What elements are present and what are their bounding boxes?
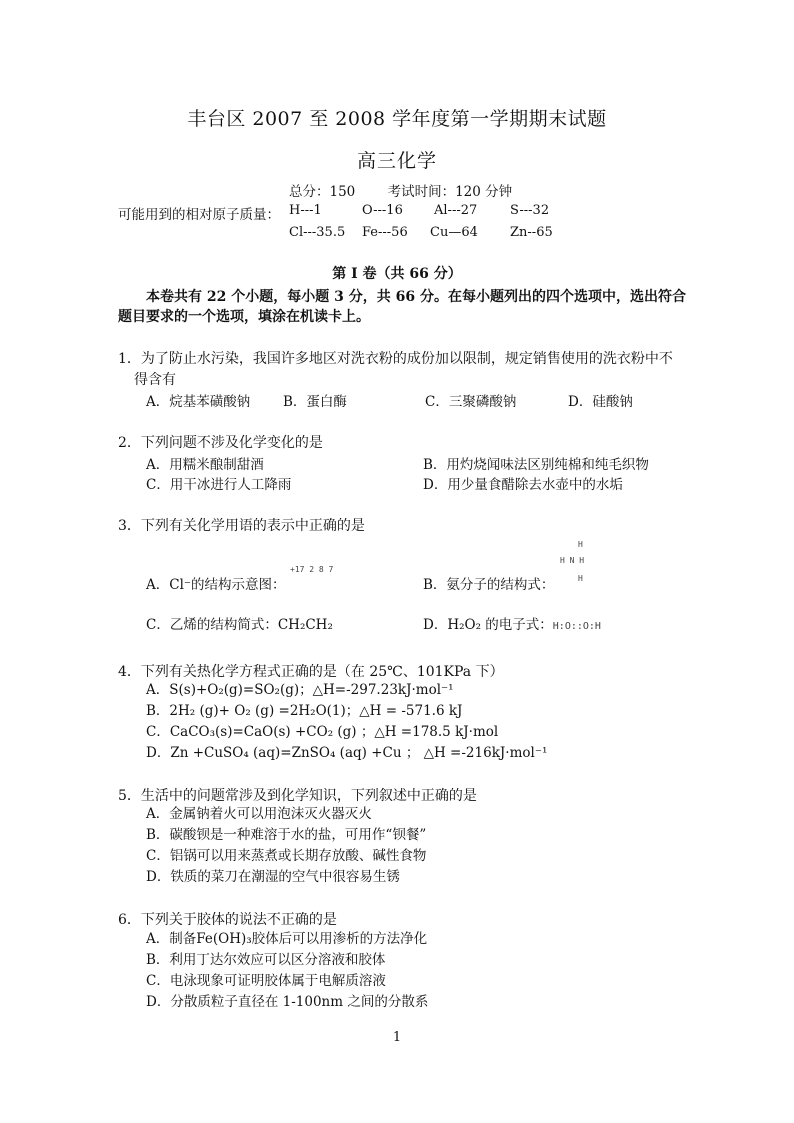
q2-option-d: D．用少量食醋除去水壶中的水垢 bbox=[423, 477, 623, 493]
exam-meta bbox=[289, 180, 540, 200]
q6-option-c: C．电泳现象可证明胶体属于电解质溶液 bbox=[146, 973, 386, 989]
q6-option-a: A．制备Fe(OH)₃胶体后可以用渗析的方法净化 bbox=[146, 931, 428, 947]
section-instruction: 本卷共有 22 个小题，每小题 3 分，共 66 分。在每小题列出的四个选项中，选出符合 bbox=[146, 289, 686, 305]
question-6-stem: 6．下列关于胶体的说法不正确的是 bbox=[118, 912, 337, 928]
atomic-mass-item: H---1 bbox=[289, 203, 322, 218]
q6-option-d: D．分散质粒子直径在 1-100nm 之间的分散系 bbox=[146, 994, 429, 1010]
q6-options bbox=[146, 929, 428, 1013]
ammonia-structure-mid: H N H bbox=[560, 556, 585, 565]
q2-option-c: C．用干冰进行人工降雨 bbox=[146, 477, 292, 493]
section-heading: 第 I 卷（共 66 分） bbox=[332, 266, 462, 282]
q1-option-a: A．烷基苯磺酸钠 bbox=[146, 394, 251, 410]
q5-options bbox=[146, 804, 426, 888]
q3-option-c-label: C．乙烯的结构简式： bbox=[146, 617, 278, 633]
question-1-stem-cont: 得含有 bbox=[134, 372, 176, 388]
q5-option-b: B．碳酸钡是一种难溶于水的盐，可用作“钡餐” bbox=[146, 827, 427, 843]
atomic-mass-item: S---32 bbox=[510, 203, 550, 218]
question-3-stem: 3．下列有关化学用语的表示中正确的是 bbox=[118, 518, 365, 534]
q6-option-b: B．利用丁达尔效应可以区分溶液和胶体 bbox=[146, 952, 386, 968]
q5-option-d: D．铁质的菜刀在潮湿的空气中很容易生锈 bbox=[146, 869, 400, 885]
atomic-mass-item: Cl---35.5 bbox=[289, 225, 346, 240]
q1-option-d: D．硅酸钠 bbox=[568, 394, 633, 410]
q4-options bbox=[146, 680, 547, 764]
exam-subtitle: 高三化学 bbox=[356, 150, 437, 172]
q5-option-a: A．金属钠着火可以用泡沫灭火器灭火 bbox=[146, 806, 372, 822]
question-1-stem: 1．为了防止水污染，我国许多地区对洗衣粉的成份加以限制，规定销售使用的洗衣粉中不 bbox=[118, 351, 673, 367]
q3-option-d-label: D．H₂O₂ 的电子式： bbox=[423, 617, 553, 633]
q4-option-b: B．2H₂ (g)+ O₂ (g) =2H₂O(1)；△H = -571.6 kJ bbox=[146, 703, 463, 719]
atomic-mass-item: Zn--65 bbox=[510, 225, 553, 240]
q4-option-a: A．S(s)+O₂(g)=SO₂(g)；△H=-297.23kJ·mol⁻¹ bbox=[146, 682, 454, 698]
q3-option-d bbox=[423, 613, 601, 633]
q2-option-b: B．用灼烧闻味法区别纯棉和纯毛织物 bbox=[423, 457, 649, 473]
ammonia-structure-top: H bbox=[578, 540, 583, 549]
section-instruction: 题目要求的一个选项，填涂在机读卡上。 bbox=[118, 309, 370, 325]
q3-option-c bbox=[146, 613, 333, 633]
question-2-stem: 2．下列问题不涉及化学变化的是 bbox=[118, 435, 323, 451]
total-score: 总分：150 bbox=[289, 184, 356, 200]
exam-time: 考试时间：120 分钟 bbox=[387, 184, 513, 200]
q1-option-c: C．三聚磷酸钠 bbox=[425, 394, 517, 410]
q5-option-c: C．铝锅可以用来蒸煮或长期存放酸、碱性食物 bbox=[146, 848, 427, 864]
q2-option-a: A．用糯米酿制甜酒 bbox=[146, 457, 264, 473]
atomic-mass-item: Cu—64 bbox=[430, 225, 478, 240]
q4-option-d: D．Zn +CuSO₄ (aq)=ZnSO₄ (aq) +Cu ； △H =-216kJ·mol⁻¹ bbox=[146, 745, 548, 761]
q3-option-a: A．Cl⁻的结构示意图： bbox=[146, 577, 286, 593]
ethylene-formula: CH₂CH₂ bbox=[277, 617, 333, 633]
q4-option-c: C．CaCO₃(s)=CaO(s) +CO₂ (g) ；△H =178.5 kJ·mol bbox=[146, 724, 499, 740]
exam-title: 丰台区 2007 至 2008 学年度第一学期期末试题 bbox=[187, 108, 607, 130]
atomic-mass-item: O---16 bbox=[362, 203, 403, 218]
atomic-mass-item: Al---27 bbox=[434, 203, 478, 218]
q1-option-b: B．蛋白酶 bbox=[283, 394, 347, 410]
atomic-mass-item: Fe---56 bbox=[362, 225, 408, 240]
q3-option-b: B．氨分子的结构式： bbox=[423, 577, 555, 593]
atomic-mass-label: 可能用到的相对原子质量： bbox=[118, 207, 280, 223]
question-4-stem: 4．下列有关热化学方程式正确的是（在 25℃、101KPa 下） bbox=[118, 664, 504, 680]
question-5-stem: 5．生活中的问题常涉及到化学知识，下列叙述中正确的是 bbox=[118, 788, 477, 804]
page-number: 1 bbox=[392, 1030, 402, 1045]
ammonia-structure-bottom: H bbox=[578, 574, 583, 583]
h2o2-electron-formula: H:O::O:H bbox=[552, 621, 601, 632]
chloride-ion-structure-diagram: +17 2 8 7 bbox=[290, 565, 334, 574]
